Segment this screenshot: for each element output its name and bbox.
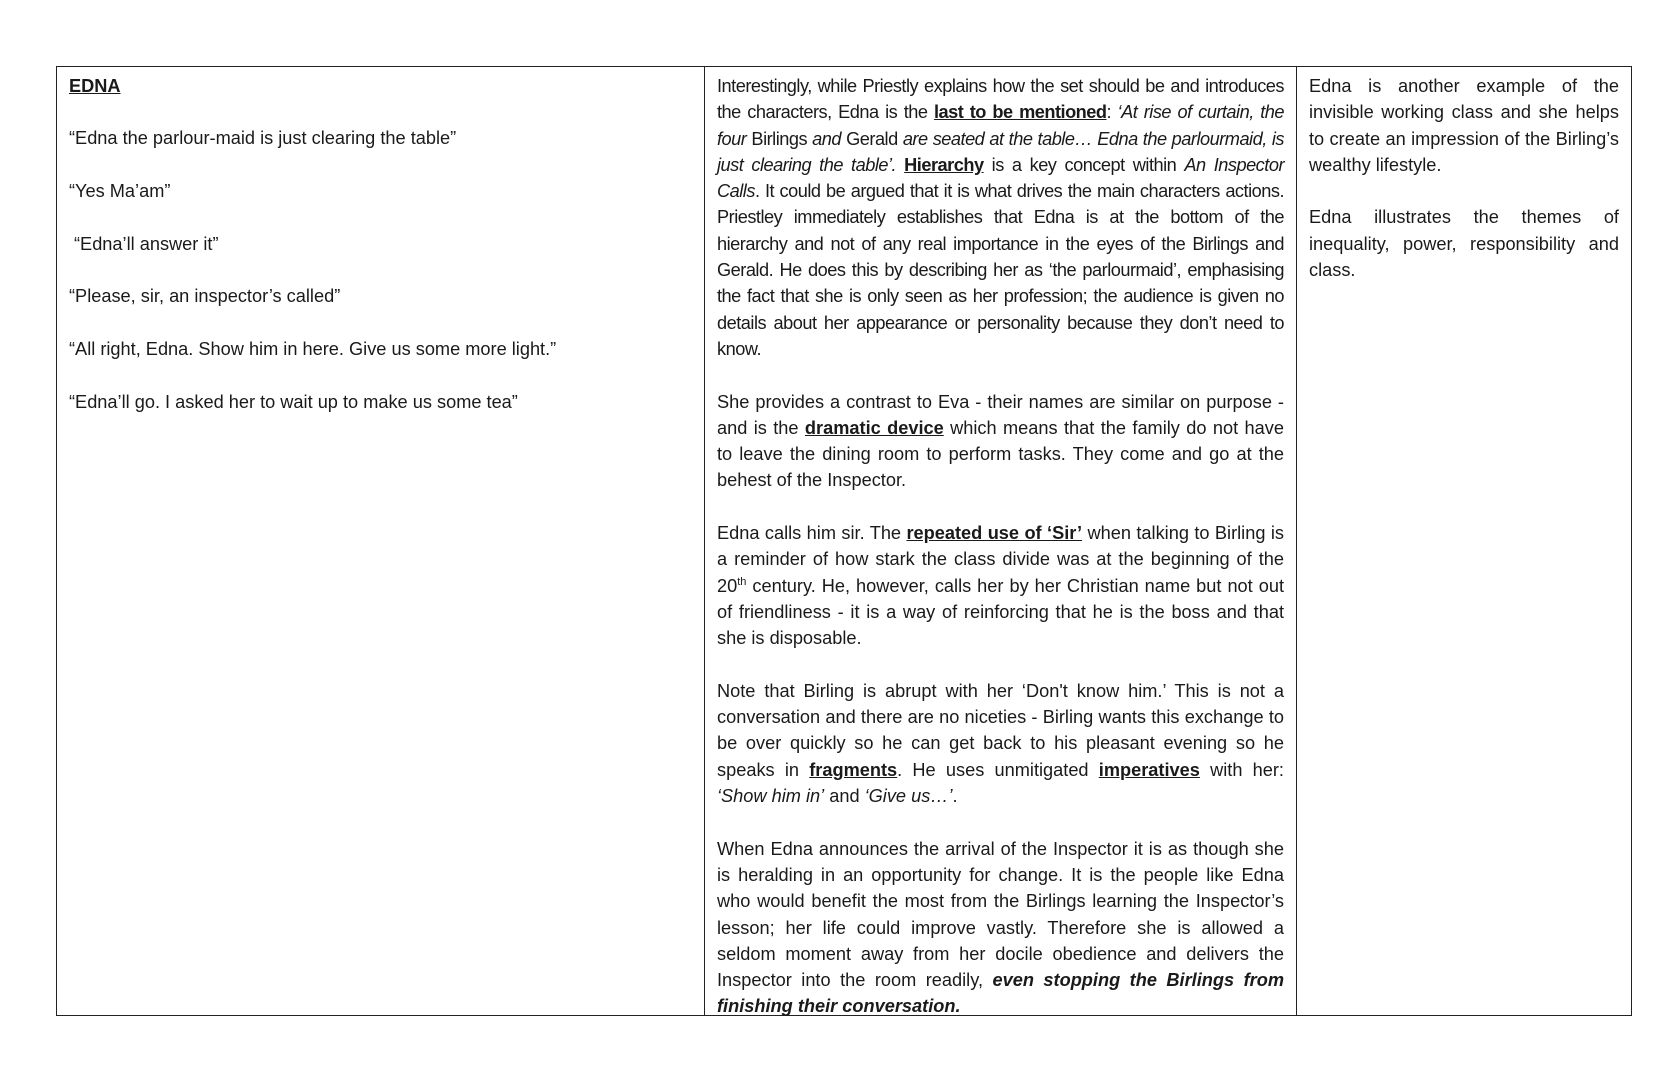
- play-title: An Inspector Calls: [717, 154, 1284, 202]
- quoted-text: ‘At rise of curtain, the four: [717, 102, 1284, 149]
- text-run: century. He, however, calls her by her Christian name but not out of friendliness - it is a way of reinforcing that he is the boss and that she is disposable.: [717, 575, 1284, 649]
- text-run: :: [1106, 102, 1118, 123]
- analysis-table: [56, 66, 1632, 1016]
- key-term: imperatives: [1098, 759, 1200, 780]
- summary-paragraph-2: Edna illustrates the themes of inequality, power, responsibility and class.: [1309, 207, 1619, 281]
- summary-column: [1297, 67, 1631, 1015]
- quote-6: “Edna’ll go. I asked her to wait up to make us some tea”: [69, 391, 518, 412]
- text-run: with her:: [1199, 759, 1284, 780]
- quote-4: “Please, sir, an inspector’s called”: [69, 286, 341, 307]
- quoted-text: ‘Show him in’: [717, 786, 825, 807]
- quote-1: “Edna the parlour-maid is just clearing the table”: [69, 128, 457, 149]
- text-run: and: [824, 786, 865, 807]
- quotes-column: [57, 67, 705, 1015]
- text-run: Gerald: [841, 128, 903, 149]
- quoted-text: are seated at the table… Edna the parlourmaid, is just clearing the table’.: [717, 128, 1284, 175]
- key-term: fragments: [809, 759, 898, 780]
- character-heading: EDNA: [69, 76, 121, 96]
- analysis-paragraph-4: [717, 678, 1284, 809]
- text-run: [896, 155, 904, 175]
- analysis-paragraph-1: [717, 73, 1284, 362]
- key-term: repeated use of ‘Sir’: [906, 523, 1083, 544]
- analysis-paragraph-3: [717, 520, 1284, 651]
- text-run: Note that Birling is abrupt with her ‘Don't know him.’ This is not a conversation and there are no niceties - Birling wants this exchange to be over quickly so he can get back to his pleasant evening so he speaks in: [717, 680, 1284, 780]
- analysis-paragraph-2: [717, 389, 1284, 494]
- text-run: . He uses unmitigated: [897, 759, 1099, 780]
- text-run: When Edna announces the arrival of the Inspector it is as though she is heralding in an opportunity for change. It is the people like Edna who would benefit the most from the Birlings learning the Inspector’s lesson; her life could improve vastly. Therefore she is allowed a seldom moment away from her docile obedience and delivers the Inspector into the room readily,: [717, 838, 1284, 991]
- quote-2: “Yes Ma’am”: [69, 180, 171, 201]
- quote-5: “All right, Edna. Show him in here. Give us some more light.”: [69, 339, 557, 360]
- text-run: Birlings: [746, 128, 813, 149]
- text-run: Edna calls him sir. The: [717, 523, 907, 544]
- analysis-column: [705, 67, 1297, 1015]
- superscript: th: [737, 575, 747, 588]
- text-run: when talking to Birling is a reminder of how stark the class divide was at the beginning of the 20: [717, 523, 1284, 596]
- quote-3: “Edna’ll answer it”: [74, 233, 219, 254]
- quoted-text: ‘Give us…’: [864, 786, 953, 807]
- text-run: . It could be argued that it is what drives the main characters actions. Priestley immediately establishes that Edna is at the bottom of the hierarchy and not of any real importance in the eyes of the Birlings and Gerald. He does this by describing her as ‘the parlourmaid’, emphasising the fact that she is only seen as her profession; the audience is given no details about her appearance or personality because they don’t need to know.: [717, 181, 1284, 359]
- text-run: is a key concept within: [983, 154, 1185, 175]
- key-term: last to be mentioned: [933, 102, 1107, 123]
- text-run: She provides a contrast to Eva - their names are similar on purpose - and is the: [717, 391, 1284, 438]
- analysis-paragraph-5: [717, 836, 1284, 1020]
- summary-paragraph-1: Edna is another example of the invisible working class and she helps to create an impression of the Birling’s wealthy lifestyle.: [1309, 76, 1619, 175]
- emphasised-text: even stopping the Birlings from finishing their conversation.: [717, 970, 1284, 1017]
- quoted-text: and: [812, 128, 842, 149]
- text-run: Interestingly, while Priestly explains how the set should be and introduces the characters, Edna is the: [717, 76, 1284, 123]
- key-term: dramatic device: [804, 417, 944, 438]
- key-term: Hierarchy: [904, 154, 984, 175]
- text-run: .: [952, 786, 958, 807]
- text-run: which means that the family do not have to leave the dining room to perform tasks. They come and go at the behest of the Inspector.: [717, 417, 1284, 491]
